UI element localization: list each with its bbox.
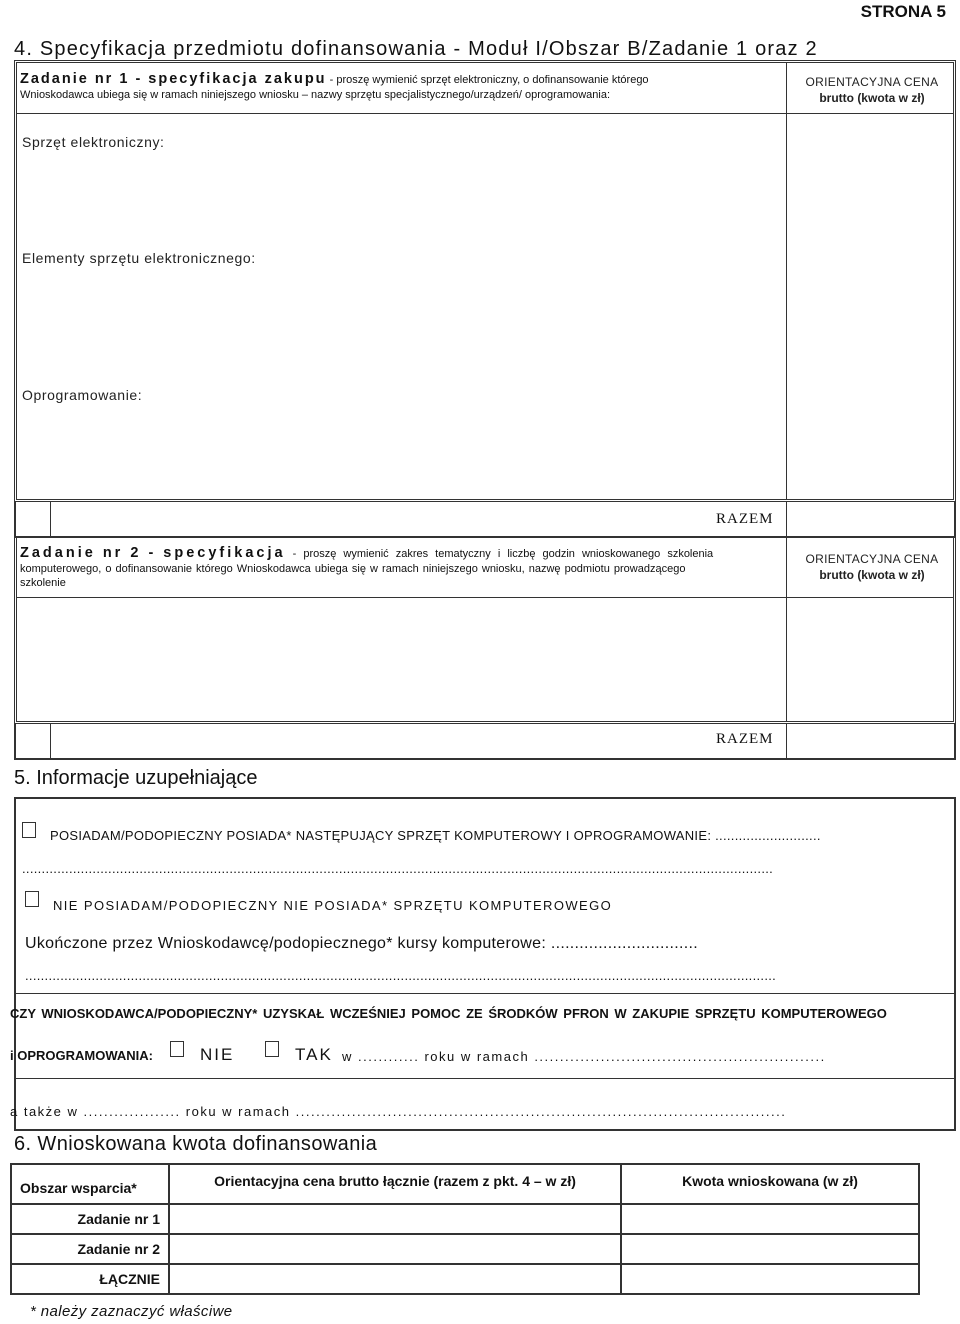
courses-continuation: ................................................................................................................................................................................................ — [25, 968, 777, 983]
task2-description-2: komputerowego, o dofinansowanie którego Wnioskodawca ubiega się w ramach niniejszego wniosku, nazwę podmiotu prowadzącego — [20, 563, 686, 575]
has-equipment-option: POSIADAM/PODOPIECZNY POSIADA* NASTĘPUJĄCY SPRZĘT KOMPUTEROWY I OPROGRAMOWANIE: ........................... — [50, 828, 821, 843]
footnote: * należy zaznaczyć właściwe — [30, 1303, 233, 1320]
task1-price-cell[interactable] — [169, 1204, 621, 1234]
section5-box — [14, 797, 956, 1131]
task1-heading: Zadanie nr 1 - specyfikacja zakupu — [20, 71, 327, 87]
task2-description-3: szkolenie — [20, 577, 66, 589]
task1-description-2: Wnioskodawca ubiega się w ramach niniejszego wniosku – nazwy sprzętu specjalistycznego/urządzeń/ oprogramowania: — [20, 89, 611, 101]
has-equipment-continuation: ................................................................................................................................................................................................ — [22, 861, 774, 876]
table-row — [11, 1204, 919, 1234]
table-row — [11, 1264, 919, 1294]
task2-heading: Zadanie nr 2 - specyfikacja — [20, 545, 286, 561]
task1-price-label: ORIENTACYJNA CENA — [805, 75, 939, 89]
subsection-software: Oprogramowanie: — [22, 387, 143, 403]
row-task2: Zadanie nr 2 — [11, 1234, 169, 1264]
task2-total-label: RAZEM — [716, 731, 774, 747]
task1-header-divider — [16, 113, 954, 114]
task2-total-row — [14, 724, 956, 760]
has-equipment-checkbox[interactable] — [22, 822, 36, 838]
task1-description-1: - proszę wymienić sprzęt elektroniczny, o dofinansowanie którego — [326, 74, 649, 86]
prior-aid-year: w ............ roku w ramach ......................................................... — [342, 1049, 826, 1064]
requested-amount-table — [10, 1163, 920, 1295]
prior-aid-question-2: i OPROGRAMOWANIA: — [10, 1048, 153, 1063]
page-number: STRONA 5 — [860, 2, 946, 21]
row-task1: Zadanie nr 1 — [11, 1204, 169, 1234]
section4-title: 4. Specyfikacja przedmiotu dofinansowania - Moduł I/Obszar B/Zadanie 1 oraz 2 — [14, 38, 818, 60]
task1-price-column-divider — [786, 62, 787, 500]
task2-price-column-divider — [786, 538, 787, 722]
prior-aid-question: CZY WNIOSKODAWCA/PODOPIECZNY* UZYSKAŁ WCZEŚNIEJ POMOC ZE ŚRODKÓW PFRON W ZAKUPIE SPRZĘTU KOMPUTEROWEGO — [10, 1006, 887, 1021]
task1-total-right-divider — [786, 502, 787, 537]
prior-aid-also: a także w ................... roku w ramach ................................................................................................ — [10, 1104, 787, 1119]
section5-divider-1 — [14, 993, 956, 994]
task2-price-header — [790, 551, 954, 583]
task2-header-divider — [16, 597, 954, 598]
total-price-cell[interactable] — [169, 1264, 621, 1294]
task2-total-right-divider — [786, 724, 787, 759]
task2-price-sub: brutto (kwota w zł) — [819, 568, 925, 582]
task1-total-left-divider — [50, 502, 51, 537]
task1-box — [14, 60, 956, 502]
task2-total-left-divider — [50, 724, 51, 759]
task2-requested-cell[interactable] — [621, 1234, 919, 1264]
task1-price-header — [790, 74, 954, 106]
section6-title: 6. Wnioskowana kwota dofinansowania — [14, 1133, 378, 1155]
section5-divider-2 — [14, 1078, 956, 1079]
task2-price-cell[interactable] — [169, 1234, 621, 1264]
section5-title: 5. Informacje uzupełniające — [14, 767, 258, 789]
task1-price-sub: brutto (kwota w zł) — [819, 91, 925, 105]
task1-header — [20, 70, 780, 102]
table-header-row — [11, 1164, 919, 1204]
task2-description-1: - proszę wymienić zakres tematyczny i liczbę godzin wnioskowanego szkolenia — [285, 548, 714, 560]
no-equipment-option: NIE POSIADAM/PODOPIECZNY NIE POSIADA* SPRZĘTU KOMPUTEROWEGO — [53, 898, 613, 913]
prior-aid-yes-checkbox[interactable] — [265, 1041, 279, 1057]
task1-total-row — [14, 502, 956, 538]
row-total: ŁĄCZNIE — [11, 1264, 169, 1294]
table-row — [11, 1234, 919, 1264]
task1-total-label: RAZEM — [716, 511, 774, 527]
prior-aid-yes-label: TAK — [295, 1045, 333, 1064]
prior-aid-no-checkbox[interactable] — [170, 1041, 184, 1057]
total-requested-cell[interactable] — [621, 1264, 919, 1294]
col-price: Orientacyjna cena brutto łącznie (razem z pkt. 4 – w zł) — [169, 1164, 621, 1204]
subsection-hardware: Sprzęt elektroniczny: — [22, 134, 165, 150]
task2-header — [20, 544, 782, 590]
task2-price-label: ORIENTACYJNA CENA — [805, 552, 939, 566]
col-area: Obszar wsparcia* — [11, 1164, 169, 1204]
task1-requested-cell[interactable] — [621, 1204, 919, 1234]
subsection-hardware-parts: Elementy sprzętu elektronicznego: — [22, 250, 256, 266]
prior-aid-no-label: NIE — [200, 1045, 235, 1064]
courses-label: Ukończone przez Wnioskodawcę/podopiecznego* kursy komputerowe: ............................... — [25, 935, 698, 952]
no-equipment-checkbox[interactable] — [25, 891, 39, 907]
col-requested: Kwota wnioskowana (w zł) — [621, 1164, 919, 1204]
